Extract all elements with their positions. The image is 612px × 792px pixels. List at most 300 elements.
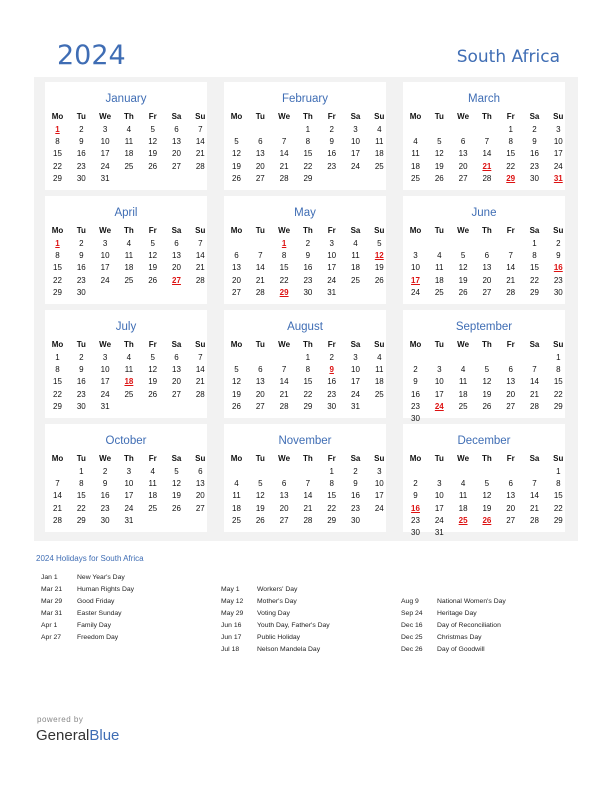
day-cell: 23	[76, 275, 86, 285]
day-cell: 13	[482, 263, 492, 273]
holiday-date: Sep 24	[401, 610, 423, 617]
day-cell: 12	[232, 377, 241, 387]
day-cell: 21	[530, 503, 539, 513]
day-cell: 9	[305, 251, 311, 261]
day-cell: 22	[327, 503, 337, 513]
holiday-row	[221, 610, 391, 622]
day-cell: 22	[76, 503, 86, 513]
day-cell: 13	[506, 377, 516, 387]
holiday-name: Nelson Mandela Day	[257, 646, 321, 653]
month-name: July	[115, 321, 137, 333]
day-cell: 10	[351, 365, 360, 375]
day-cell: 2	[102, 467, 108, 476]
day-cell: 15	[303, 149, 313, 159]
day-cell: 8	[532, 251, 537, 261]
day-cell: 19	[232, 161, 241, 171]
holiday-day-cell: 27	[172, 275, 181, 285]
day-cell: 4	[437, 251, 442, 261]
day-cell: 1	[556, 467, 561, 476]
day-cell: 31	[100, 173, 110, 183]
day-cell: 28	[195, 161, 205, 171]
day-cell: 27	[506, 515, 516, 525]
day-cell: 12	[148, 365, 158, 375]
day-cell: 3	[437, 365, 442, 375]
day-cell: 20	[172, 263, 181, 273]
day-cell: 28	[303, 515, 313, 525]
day-cell: 11	[124, 137, 134, 147]
weekday-header: We	[278, 340, 291, 349]
day-cell: 9	[532, 137, 537, 147]
day-cell: 8	[329, 479, 334, 489]
day-cell: 30	[411, 528, 420, 537]
month-name: October	[105, 435, 147, 447]
day-cell: 12	[172, 479, 181, 489]
day-cell: 6	[234, 251, 239, 261]
day-cell: 17	[100, 149, 110, 159]
holiday-date: Dec 26	[401, 646, 423, 653]
day-cell: 29	[53, 287, 62, 297]
weekday-header: Su	[374, 226, 385, 235]
day-cell: 19	[148, 263, 158, 273]
day-cell: 30	[76, 173, 86, 183]
day-cell: 25	[232, 515, 241, 525]
holiday-day-cell: 9	[329, 365, 334, 375]
day-cell: 17	[100, 263, 110, 273]
holiday-date: Apr 1	[41, 622, 58, 629]
day-cell: 5	[484, 479, 490, 489]
day-cell: 18	[148, 491, 158, 501]
day-cell: 4	[413, 137, 418, 147]
day-cell: 29	[530, 287, 539, 297]
day-cell: 8	[79, 479, 84, 489]
day-cell: 24	[351, 389, 360, 399]
day-cell: 5	[150, 353, 155, 362]
day-cell: 21	[279, 389, 289, 399]
month-may	[224, 196, 386, 304]
month-january	[45, 82, 207, 190]
day-cell: 27	[482, 287, 492, 297]
day-cell: 27	[172, 161, 181, 171]
holiday-column	[221, 586, 391, 658]
day-cell: 17	[434, 389, 444, 399]
day-cell: 23	[76, 161, 86, 171]
weekday-header: Mo	[230, 112, 243, 121]
country-title: South Africa	[456, 47, 560, 67]
day-cell: 22	[303, 389, 313, 399]
weekday-header: Th	[482, 454, 492, 463]
day-cell: 4	[460, 365, 466, 375]
holiday-day-cell: 1	[281, 239, 287, 248]
day-cell: 3	[413, 251, 418, 261]
day-cell: 4	[377, 125, 382, 134]
holiday-date: Dec 16	[401, 622, 423, 629]
weekday-header: Sa	[529, 340, 540, 349]
weekday-header: Su	[195, 340, 206, 349]
holiday-name: Easter Sunday	[77, 610, 122, 617]
year-title: 2024	[57, 40, 126, 71]
month-name: November	[278, 435, 332, 447]
day-cell: 7	[532, 479, 537, 489]
day-cell: 5	[460, 251, 466, 261]
day-cell: 27	[255, 173, 265, 183]
day-cell: 8	[508, 137, 513, 147]
holiday-date: Jul 18	[221, 646, 240, 653]
day-cell: 23	[76, 389, 86, 399]
day-cell: 22	[506, 161, 516, 171]
month-april	[45, 196, 207, 304]
day-cell: 7	[508, 251, 513, 261]
day-cell: 11	[124, 251, 134, 261]
day-cell: 30	[530, 173, 539, 183]
weekday-header: Fr	[148, 226, 157, 235]
day-cell: 27	[172, 389, 181, 399]
day-cell: 25	[458, 401, 468, 411]
day-cell: 19	[172, 491, 181, 501]
day-cell: 5	[150, 239, 155, 248]
day-cell: 28	[530, 401, 539, 411]
day-cell: 30	[553, 287, 563, 297]
weekday-header: We	[99, 112, 112, 121]
day-cell: 17	[100, 377, 110, 387]
day-cell: 23	[530, 161, 539, 171]
holiday-date: Jun 16	[221, 622, 242, 629]
day-cell: 2	[79, 239, 84, 248]
day-cell: 22	[530, 275, 539, 285]
day-cell: 23	[351, 503, 360, 513]
day-cell: 27	[506, 401, 516, 411]
day-cell: 16	[76, 149, 86, 159]
brand-text-b: Blue	[89, 727, 120, 744]
day-cell: 19	[148, 149, 158, 159]
day-cell: 10	[100, 365, 110, 375]
day-cell: 12	[458, 263, 468, 273]
day-cell: 6	[174, 239, 179, 248]
day-cell: 18	[351, 263, 360, 273]
day-cell: 23	[327, 161, 337, 171]
weekday-header: Su	[195, 226, 206, 235]
holiday-column	[41, 574, 211, 646]
day-cell: 7	[281, 365, 287, 375]
day-cell: 15	[53, 149, 62, 159]
holiday-row	[41, 598, 211, 610]
day-cell: 20	[195, 491, 205, 501]
day-cell: 23	[411, 401, 420, 411]
weekday-header: Sa	[171, 112, 182, 121]
holiday-row	[221, 634, 391, 646]
day-cell: 29	[553, 401, 563, 411]
day-cell: 1	[305, 353, 311, 362]
month-name: March	[468, 93, 500, 105]
weekday-header: Su	[553, 340, 564, 349]
holiday-row	[41, 622, 211, 634]
weekday-header: Su	[553, 454, 564, 463]
day-cell: 10	[434, 377, 444, 387]
holiday-day-cell: 29	[506, 173, 516, 183]
weekday-header: We	[278, 454, 291, 463]
holiday-name: Good Friday	[77, 598, 115, 605]
day-cell: 15	[53, 263, 62, 273]
day-cell: 27	[458, 173, 468, 183]
weekday-header: Fr	[506, 226, 515, 235]
day-cell: 30	[100, 515, 110, 525]
day-cell: 18	[411, 161, 420, 171]
holiday-day-cell: 26	[482, 515, 492, 525]
weekday-header: Tu	[434, 112, 444, 121]
day-cell: 19	[434, 161, 444, 171]
holiday-name: National Women's Day	[437, 598, 506, 605]
day-cell: 30	[303, 287, 313, 297]
day-cell: 24	[100, 389, 110, 399]
holiday-name: Heritage Day	[437, 610, 477, 617]
day-cell: 4	[234, 479, 239, 489]
day-cell: 18	[458, 389, 468, 399]
day-cell: 28	[506, 287, 516, 297]
day-cell: 21	[195, 263, 205, 273]
day-cell: 9	[413, 491, 418, 501]
day-cell: 31	[124, 515, 134, 525]
day-cell: 27	[279, 515, 289, 525]
day-cell: 22	[303, 161, 313, 171]
day-cell: 20	[255, 161, 265, 171]
day-cell: 12	[148, 137, 158, 147]
weekday-header: Fr	[327, 454, 336, 463]
day-cell: 14	[303, 491, 313, 501]
day-cell: 17	[351, 377, 360, 387]
holiday-date: Mar 21	[41, 586, 63, 593]
day-cell: 2	[556, 239, 561, 248]
holiday-column	[401, 598, 571, 658]
day-cell: 7	[55, 479, 60, 489]
day-cell: 16	[411, 389, 420, 399]
holiday-name: Voting Day	[257, 610, 290, 617]
day-cell: 25	[411, 173, 420, 183]
day-cell: 28	[482, 173, 492, 183]
day-cell: 10	[411, 263, 420, 273]
day-cell: 12	[255, 491, 265, 501]
day-cell: 5	[484, 365, 490, 375]
day-cell: 31	[100, 401, 110, 411]
day-cell: 21	[303, 503, 313, 513]
holiday-date: May 29	[221, 610, 244, 617]
day-cell: 5	[174, 467, 179, 476]
day-cell: 4	[150, 467, 155, 476]
day-cell: 24	[411, 287, 420, 297]
day-cell: 7	[198, 125, 203, 134]
holiday-name: Family Day	[77, 622, 111, 629]
day-cell: 9	[79, 137, 84, 147]
weekday-header: Mo	[230, 454, 243, 463]
day-cell: 6	[460, 137, 466, 147]
day-cell: 20	[482, 275, 492, 285]
day-cell: 13	[172, 137, 181, 147]
day-cell: 29	[53, 173, 62, 183]
day-cell: 2	[329, 125, 334, 134]
day-cell: 10	[100, 137, 110, 147]
weekday-header: Su	[195, 112, 206, 121]
day-cell: 12	[482, 491, 492, 501]
weekday-header: Fr	[148, 112, 157, 121]
month-name: January	[105, 93, 147, 105]
day-cell: 15	[530, 263, 539, 273]
day-cell: 31	[327, 287, 337, 297]
day-cell: 6	[484, 251, 490, 261]
day-cell: 13	[172, 251, 181, 261]
day-cell: 21	[530, 389, 539, 399]
day-cell: 28	[279, 401, 289, 411]
holiday-day-cell: 16	[411, 503, 420, 513]
weekday-header: Tu	[255, 112, 265, 121]
day-cell: 19	[232, 389, 241, 399]
day-cell: 19	[374, 263, 384, 273]
holiday-row	[401, 622, 571, 634]
weekday-header: Fr	[327, 226, 336, 235]
holiday-name: Youth Day, Father's Day	[257, 622, 330, 629]
day-cell: 10	[124, 479, 134, 489]
day-cell: 4	[460, 479, 466, 489]
day-cell: 26	[458, 287, 468, 297]
weekday-header: Su	[195, 454, 206, 463]
weekday-header: Th	[124, 340, 134, 349]
day-cell: 7	[305, 479, 311, 489]
day-cell: 17	[434, 503, 444, 513]
day-cell: 13	[506, 491, 516, 501]
day-cell: 12	[482, 377, 492, 387]
day-cell: 2	[353, 467, 358, 476]
day-cell: 29	[327, 515, 337, 525]
day-cell: 3	[102, 353, 108, 362]
day-cell: 20	[458, 161, 468, 171]
day-cell: 6	[174, 125, 179, 134]
holiday-row	[221, 646, 391, 658]
day-cell: 3	[329, 239, 334, 248]
month-november	[224, 424, 386, 532]
day-cell: 8	[305, 365, 311, 375]
day-cell: 8	[55, 251, 60, 261]
month-name: February	[281, 93, 329, 105]
holiday-name: Workers' Day	[257, 586, 298, 593]
day-cell: 9	[353, 479, 358, 489]
day-cell: 26	[172, 503, 181, 513]
calendar-grid	[34, 77, 578, 541]
weekday-header: Mo	[230, 340, 243, 349]
day-cell: 14	[530, 491, 539, 501]
day-cell: 22	[553, 503, 563, 513]
weekday-header: Fr	[148, 340, 157, 349]
day-cell: 16	[303, 263, 313, 273]
day-cell: 20	[172, 149, 181, 159]
day-cell: 15	[53, 377, 62, 387]
day-cell: 6	[258, 137, 263, 147]
day-cell: 8	[556, 365, 561, 375]
day-cell: 4	[126, 239, 132, 248]
day-cell: 13	[279, 491, 289, 501]
holiday-day-cell: 31	[553, 173, 563, 183]
weekday-header: Tu	[255, 340, 265, 349]
day-cell: 5	[437, 137, 442, 147]
weekday-header: Su	[374, 112, 385, 121]
month-september	[403, 310, 565, 423]
day-cell: 23	[303, 275, 313, 285]
day-cell: 17	[327, 263, 337, 273]
day-cell: 16	[351, 491, 360, 501]
day-cell: 10	[434, 491, 444, 501]
day-cell: 16	[76, 377, 86, 387]
day-cell: 1	[79, 467, 84, 476]
day-cell: 24	[124, 503, 134, 513]
day-cell: 30	[76, 287, 86, 297]
day-cell: 11	[232, 491, 241, 501]
holiday-name: Public Holiday	[257, 634, 301, 641]
day-cell: 19	[255, 503, 265, 513]
day-cell: 6	[508, 479, 513, 489]
weekday-header: We	[99, 340, 112, 349]
day-cell: 8	[55, 365, 60, 375]
holiday-name: New Year's Day	[77, 574, 125, 581]
day-cell: 23	[553, 275, 563, 285]
day-cell: 26	[232, 401, 241, 411]
holiday-date: Dec 25	[401, 634, 423, 641]
day-cell: 12	[434, 149, 444, 159]
day-cell: 2	[413, 479, 418, 489]
day-cell: 4	[126, 353, 132, 362]
day-cell: 15	[279, 263, 289, 273]
weekday-header: Tu	[76, 340, 86, 349]
weekday-header: We	[457, 112, 470, 121]
weekday-header: Th	[482, 340, 492, 349]
holiday-day-cell: 1	[55, 125, 60, 134]
month-name: September	[455, 321, 513, 333]
holiday-date: Aug 9	[401, 598, 419, 605]
weekday-header: Su	[374, 454, 385, 463]
holiday-row	[401, 610, 571, 622]
day-cell: 18	[434, 275, 444, 285]
weekday-header: Th	[124, 454, 134, 463]
weekday-header: Fr	[506, 454, 515, 463]
weekday-header: Tu	[255, 454, 265, 463]
weekday-header: We	[278, 112, 291, 121]
day-cell: 6	[508, 365, 513, 375]
holiday-date: May 12	[221, 598, 244, 605]
day-cell: 21	[53, 503, 62, 513]
day-cell: 22	[553, 389, 563, 399]
day-cell: 14	[195, 251, 205, 261]
day-cell: 26	[482, 401, 492, 411]
day-cell: 6	[281, 479, 287, 489]
day-cell: 10	[553, 137, 563, 147]
day-cell: 27	[255, 401, 265, 411]
day-cell: 16	[327, 377, 337, 387]
day-cell: 1	[305, 125, 311, 134]
day-cell: 1	[508, 125, 513, 134]
day-cell: 10	[327, 251, 337, 261]
holiday-row	[221, 598, 391, 610]
day-cell: 6	[258, 365, 263, 375]
day-cell: 24	[434, 515, 444, 525]
month-name: May	[294, 207, 316, 219]
holiday-day-cell: 16	[553, 263, 563, 273]
day-cell: 22	[279, 275, 289, 285]
day-cell: 30	[76, 401, 86, 411]
day-cell: 7	[281, 137, 287, 147]
weekday-header: Mo	[230, 226, 243, 235]
holiday-date: May 1	[221, 586, 240, 593]
month-name: April	[114, 207, 138, 219]
day-cell: 15	[327, 491, 337, 501]
day-cell: 24	[327, 275, 337, 285]
day-cell: 5	[234, 137, 239, 147]
day-cell: 12	[232, 149, 241, 159]
brand-logo	[36, 727, 119, 744]
